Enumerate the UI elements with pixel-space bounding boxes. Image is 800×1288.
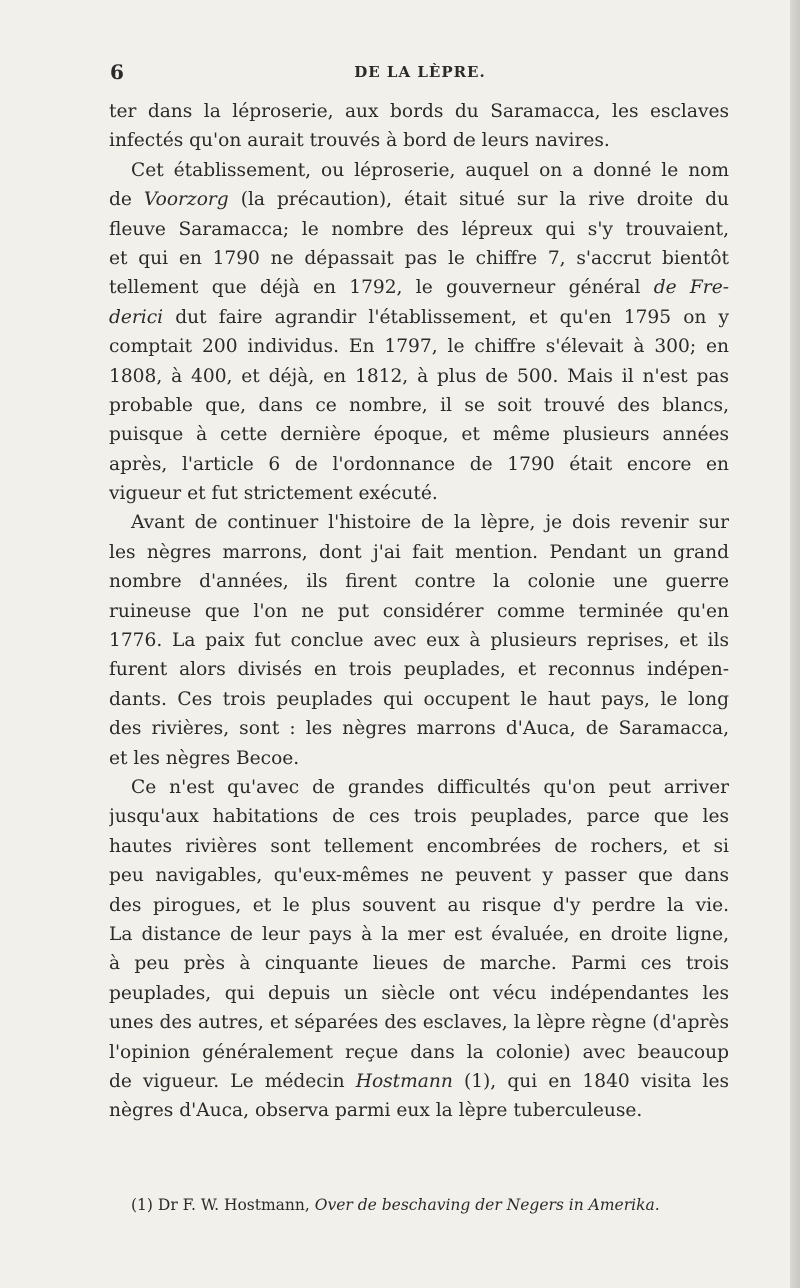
body-text: [109, 97, 729, 1126]
text-line: jusqu'aux habitations de ces trois peuplades, parce que les: [109, 806, 729, 828]
text-line: [109, 273, 729, 302]
text-line: 1808, à 400, et déjà, en 1812, à plus de 500. Mais il n'est pas: [109, 365, 729, 387]
running-title: DE LA LÈPRE.: [354, 63, 486, 81]
text-line: [109, 303, 729, 332]
text-line: et les nègres Becoe.: [109, 747, 300, 769]
text-fragment: (la précaution), était situé sur la rive droite du: [240, 189, 729, 211]
text-fragment: tellement que déjà en 1792, le gouverneur général: [109, 277, 641, 299]
text-line: les nègres marrons, dont j'ai fait mention. Pendant un grand: [109, 541, 729, 563]
text-line: nègres d'Auca, observa parmi eux la lèpre tuberculeuse.: [109, 1100, 643, 1122]
text-line: dants. Ces trois peuplades qui occupent le haut pays, le long: [109, 688, 729, 710]
text-line: [109, 1067, 729, 1096]
text-line: Avant de continuer l'histoire de la lèpre, je dois revenir sur: [131, 512, 729, 534]
text-line: La distance de leur pays à la mer est évaluée, en droite ligne,: [109, 923, 729, 945]
text-line: peu navigables, qu'eux-mêmes ne peuvent y passer que dans: [109, 865, 729, 887]
text-line: l'opinion généralement reçue dans la colonie) avec beaucoup: [109, 1041, 729, 1063]
text-fragment: de: [109, 189, 132, 211]
text-line: furent alors divisés en trois peuplades, et reconnus indépen-: [109, 659, 729, 681]
text-line: après, l'article 6 de l'ordonnance de 1790 était encore en: [109, 453, 729, 475]
text-line: puisque à cette dernière époque, et même plusieurs années: [109, 424, 729, 446]
text-fragment: de vigueur. Le médecin: [109, 1070, 345, 1092]
italic-term: Voorzorg: [143, 189, 229, 211]
text-line: 1776. La paix fut conclue avec eux à plusieurs reprises, et ils: [109, 630, 729, 652]
footnote-author: Dr F. W. Hostmann,: [157, 1196, 310, 1214]
text-line: [109, 185, 729, 214]
text-line: Ce n'est qu'avec de grandes difficultés qu'on peut arriver: [131, 776, 729, 798]
footnote: [131, 1196, 731, 1214]
text-line: unes des autres, et séparées des esclaves, la lèpre règne (d'après: [109, 1012, 729, 1034]
text-line: fleuve Saramacca; le nombre des lépreux qui s'y trouvaient,: [109, 218, 729, 240]
text-line: hautes rivières sont tellement encombrées de rochers, et si: [109, 835, 729, 857]
text-fragment: dut faire agrandir l'établissement, et qu'en 1795 on y: [175, 306, 729, 328]
text-fragment: (1), qui en 1840 visita les: [463, 1070, 729, 1092]
italic-term: de Fre-: [653, 277, 729, 299]
text-line: des pirogues, et le plus souvent au risque d'y perdre la vie.: [109, 894, 729, 916]
footnote-title: Over de beschaving der Negers in Amerika.: [314, 1196, 660, 1214]
italic-term: Hostmann: [355, 1070, 453, 1092]
page-number: 6: [110, 60, 124, 84]
text-line: Cet établissement, ou léproserie, auquel on a donné le nom: [131, 159, 729, 181]
text-line: des rivières, sont : les nègres marrons d'Auca, de Saramacca,: [109, 718, 729, 740]
footnote-marker: (1): [131, 1196, 153, 1214]
text-line: peuplades, qui depuis un siècle ont vécu indépendantes les: [109, 982, 729, 1004]
page-edge: [790, 0, 800, 1288]
text-line: nombre d'années, ils firent contre la colonie une guerre: [109, 571, 729, 593]
text-line: vigueur et fut strictement exécuté.: [109, 483, 438, 505]
text-line: ter dans la léproserie, aux bords du Saramacca, les esclaves: [109, 101, 729, 122]
italic-term: derici: [109, 306, 164, 328]
text-line: probable que, dans ce nombre, il se soit trouvé des blancs,: [109, 394, 729, 416]
text-line: infectés qu'on aurait trouvés à bord de leurs navires.: [109, 130, 610, 152]
text-line: et qui en 1790 ne dépassait pas le chiffre 7, s'accrut bientôt: [109, 247, 729, 269]
text-line: à peu près à cinquante lieues de marche. Parmi ces trois: [109, 953, 729, 975]
text-line: ruineuse que l'on ne put considérer comme terminée qu'en: [109, 600, 729, 622]
text-line: comptait 200 individus. En 1797, le chiffre s'élevait à 300; en: [109, 336, 729, 358]
page-header: [110, 60, 730, 86]
